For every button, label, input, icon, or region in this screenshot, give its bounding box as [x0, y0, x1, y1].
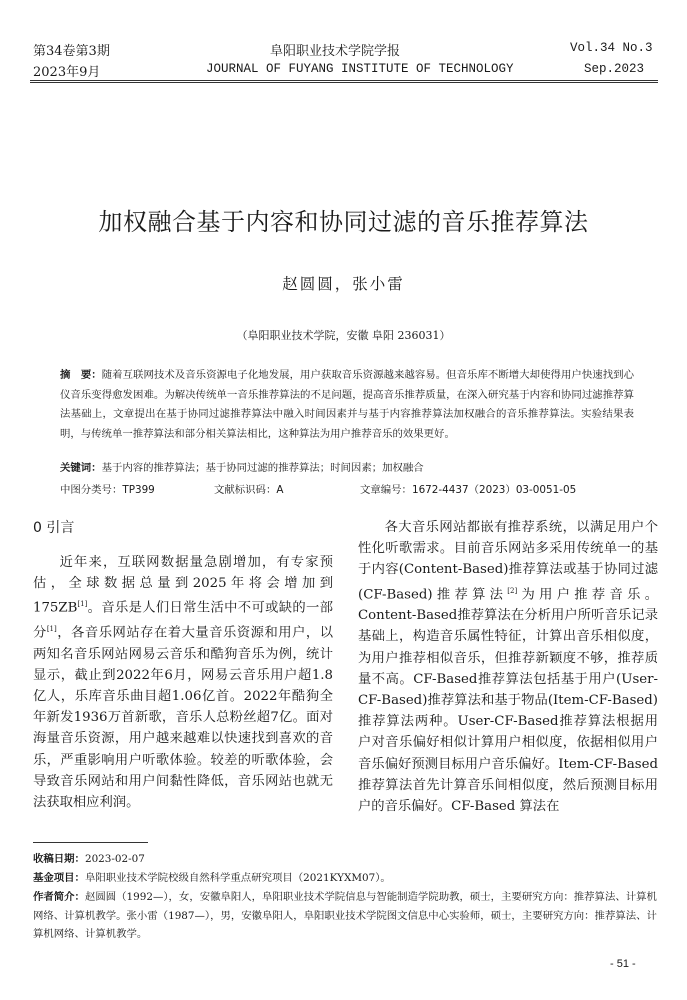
paragraph	[358, 517, 658, 817]
text-run: 近年来，互联网数据量急剧增加，有专家预估，全球数据总量到2025年将会增加到175ZB	[33, 555, 333, 616]
text-run: 。音乐是人们日常生活中不可或缺的一部分	[33, 600, 333, 641]
header-journal-cn: 阜阳职业技术学院学报	[270, 44, 401, 59]
footnote-text: 赵圆圆（1992—），女，安徽阜阳人，阜阳职业技术学院信息与智能制造学院助教，硕士，主要研究方向：推荐算法、计算机网络、计算机教学。张小雷（1987—），男，安徽阜阳人，阜阳职业技术学院图文信息中心实验师，硕士，主要研究方向：推荐算法、计算机网络、计算机教学。	[33, 891, 657, 940]
footnote-text: 2023-02-07	[84, 853, 145, 865]
header-vol-en: Vol.34 No.3	[570, 41, 653, 55]
footnote-fund	[33, 869, 658, 888]
footnote-label: 收稿日期：	[33, 853, 85, 865]
header-journal-en: JOURNAL OF FUYANG INSTITUTE OF TECHNOLOGY	[206, 62, 514, 76]
keywords-label: 关键词：	[60, 462, 102, 474]
citation: [1]	[77, 600, 88, 609]
article-title: 加权融合基于内容和协同过滤的音乐推荐算法	[98, 208, 589, 236]
body-left-column	[33, 552, 333, 813]
citation: [1]	[46, 625, 57, 634]
header-rule-top	[30, 80, 658, 81]
keywords-text: 基于内容的推荐算法；基于协同过滤的推荐算法；时间因素；加权融合	[101, 462, 424, 474]
document-code: 文献标识码：A	[214, 484, 284, 496]
header-date: 2023年9月	[33, 65, 101, 80]
footnote-label: 基金项目：	[33, 872, 85, 884]
clc-number: 中图分类号：TP399	[60, 484, 155, 496]
text-run: 为用户推荐音乐。Content-Based推荐算法在分析用户所听音乐记录基础上，构造音乐属性特征，计算出音乐相似度，为用户推荐相似音乐，但推荐新颖度不够，推荐质量不高。CF-Based推荐算法包括基于用户(User-CF-Based)推荐算法和基于物品(Item-CF-Based)推荐算法两种。User-CF-Based推荐算法根据用户对音乐偏好相似计算用户相似度，依据相似用户音乐偏好预测目标用户音乐偏好。Item-CF-Based推荐算法首先计算音乐间相似度，然后预测目标用户的音乐偏好。CF-Based 算法在	[358, 587, 659, 815]
text-run: 各大音乐网站都嵌有推荐系统，以满足用户个性化听歌需求。目前音乐网站多采用传统单一的基于内容(Content-Based)推荐算法或基于协同过滤(CF-Based)推荐算法	[358, 520, 658, 603]
article-affiliation: （阜阳职业技术学院，安徽 阜阳 236031）	[236, 329, 451, 342]
footnote-label: 作者简介：	[33, 891, 85, 903]
abstract-label: 摘 要：	[60, 369, 102, 381]
page-number: - 51 -	[610, 958, 636, 970]
abstract-text: 随着互联网技术及音乐资源电子化地发展，用户获取音乐资源越来越容易。但音乐库不断增大却使得用户快速找到心仪音乐变得愈发困难。为解决传统单一音乐推荐算法的不足问题，提高音乐推荐质量，在深入研究基于内容和协同过滤推荐算法基础上，文章提出在基于协同过滤推荐算法中融入时间因素并与基于内容推荐算法加权融合的音乐推荐算法。实验结果表明，与传统单一推荐算法和部分相关算法相比，这种算法为用户推荐音乐的效果更好。	[60, 369, 634, 440]
article-authors: 赵圆圆，张小雷	[282, 275, 405, 293]
abstract	[60, 366, 634, 444]
keywords	[60, 459, 640, 474]
footnote-author	[33, 888, 658, 944]
header-rule-bottom	[30, 82, 658, 83]
header-volume-issue: 第34卷第3期	[33, 44, 110, 59]
article-number: 文章编号：1672-4437（2023）03-0051-05	[360, 484, 577, 496]
citation: [2]	[507, 586, 518, 595]
footnote-text: 阜阳职业技术学院校级自然科学重点研究项目（2021KYXM07）。	[84, 872, 391, 884]
text-run: ，各音乐网站存在着大量音乐资源和用户，以两知名音乐网站网易云音乐和酷狗音乐为例，统计显示，截止到2022年6月，网易云音乐用户超1.8亿人，乐库音乐曲目超1.06亿首。2022年酷狗全年新发1936万首新歌，音乐人总粉丝超7亿。面对海量音乐资源，用户越来越难以快速找到喜欢的音乐，严重影响用户听歌体验。较差的听歌体验，会导致音乐网站和用户间黏性降低，音乐网站也就无法获取相应利润。	[33, 625, 334, 811]
footnote-rule	[33, 842, 148, 843]
section-heading: 0 引言	[33, 520, 75, 536]
footnote-received	[33, 850, 658, 869]
body-right-column	[358, 517, 658, 817]
paragraph	[33, 552, 333, 813]
header-date-en: Sep.2023	[584, 62, 645, 76]
